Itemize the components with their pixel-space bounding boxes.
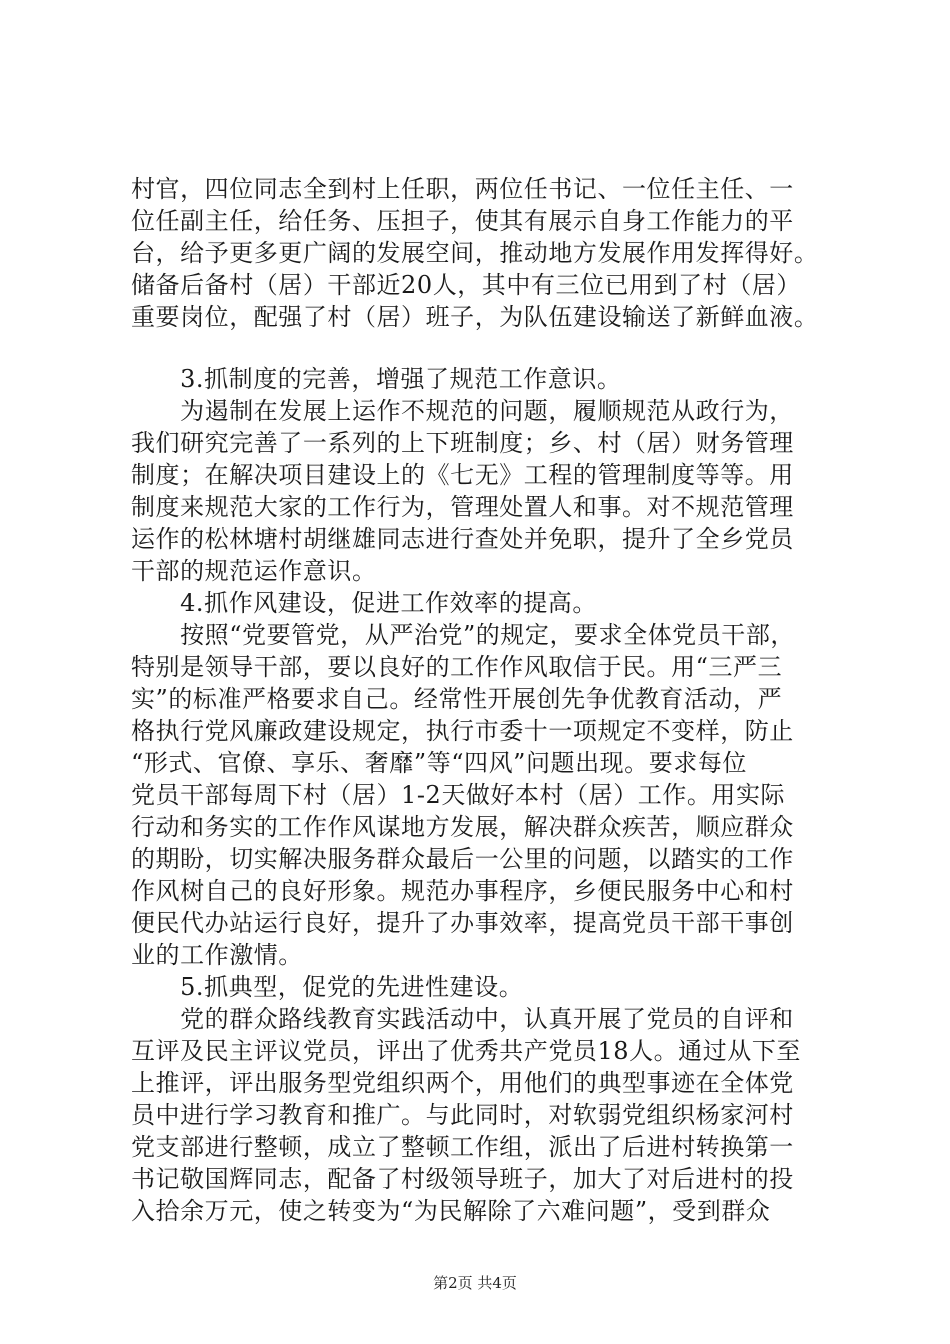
text-line: 重要岗位，配强了村（居）班子，为队伍建设输送了新鲜血液。 — [131, 303, 819, 331]
document-body — [131, 173, 851, 1227]
text-line: 制度来规范大家的工作行为，管理处置人和事。对不规范管理 — [131, 493, 794, 521]
text-line: 党支部进行整顿，成立了整顿工作组，派出了后进村转换第一 — [131, 1133, 794, 1161]
text-line: 实”的标准严格要求自己。经常性开展创先争优教育活动，严 — [131, 685, 783, 713]
page-number-footer: 第2页 共4页 — [433, 1274, 517, 1292]
text-line: 干部的规范运作意识。 — [131, 557, 377, 585]
text-line: 书记敬国辉同志，配备了村级领导班子，加大了对后进村的投 — [131, 1165, 794, 1193]
text-line: 作风树自己的良好形象。规范办事程序，乡便民服务中心和村 — [131, 877, 794, 905]
section-heading: 4.抓作风建设，促进工作效率的提高。 — [131, 589, 597, 617]
text-line: 位任副主任，给任务、压担子，使其有展示自身工作能力的平 — [131, 207, 794, 235]
text-line: 员中进行学习教育和推广。与此同时，对软弱党组织杨家河村 — [131, 1101, 794, 1129]
text-line: 我们研究完善了一系列的上下班制度；乡、村（居）财务管理 — [131, 429, 794, 457]
text-line: 格执行党风廉政建设规定，执行市委十一项规定不变样，防止 — [131, 717, 794, 745]
text-line: “形式、官僚、享乐、奢靡”等“四风”问题出现。要求每位 — [131, 749, 747, 777]
text-line: 特别是领导干部，要以良好的工作作风取信于民。用“三严三 — [131, 653, 783, 681]
text-line: 制度；在解决项目建设上的《七无》工程的管理制度等等。用 — [131, 461, 794, 489]
text-line: 为遏制在发展上运作不规范的问题，履顺规范从政行为， — [131, 397, 794, 425]
text-line: 按照“党要管党，从严治党”的规定，要求全体党员干部， — [131, 621, 795, 649]
text-line: 入拾余万元，使之转变为“为民解除了六难问题”，受到群众 — [131, 1197, 771, 1225]
text-line: 党的群众路线教育实践活动中，认真开展了党员的自评和 — [131, 1005, 794, 1033]
paragraph-gap — [131, 333, 851, 363]
section-heading: 3.抓制度的完善，增强了规范工作意识。 — [131, 365, 622, 393]
text-line: 储备后备村（居）干部近20人，其中有三位已用到了村（居） — [131, 271, 801, 299]
text-line: 业的工作激情。 — [131, 941, 303, 969]
text-line: 台，给予更多更广阔的发展空间，推动地方发展作用发挥得好。 — [131, 239, 819, 267]
text-line: 村官，四位同志全到村上任职，两位任书记、一位任主任、一 — [131, 175, 794, 203]
text-line: 党员干部每周下村（居）1-2天做好本村（居）工作。用实际 — [131, 781, 786, 809]
text-line: 上推评，评出服务型党组织两个，用他们的典型事迹在全体党 — [131, 1069, 794, 1097]
text-line: 运作的松林塘村胡继雄同志进行查处并免职，提升了全乡党员 — [131, 525, 794, 553]
text-line: 互评及民主评议党员，评出了优秀共产党员18人。通过从下至 — [131, 1037, 801, 1065]
text-line: 行动和务实的工作作风谋地方发展，解决群众疾苦，顺应群众 — [131, 813, 794, 841]
section-heading: 5.抓典型，促党的先进性建设。 — [131, 973, 524, 1001]
text-line: 的期盼，切实解决服务群众最后一公里的问题，以踏实的工作 — [131, 845, 794, 873]
text-line: 便民代办站运行良好，提升了办事效率，提高党员干部干事创 — [131, 909, 794, 937]
